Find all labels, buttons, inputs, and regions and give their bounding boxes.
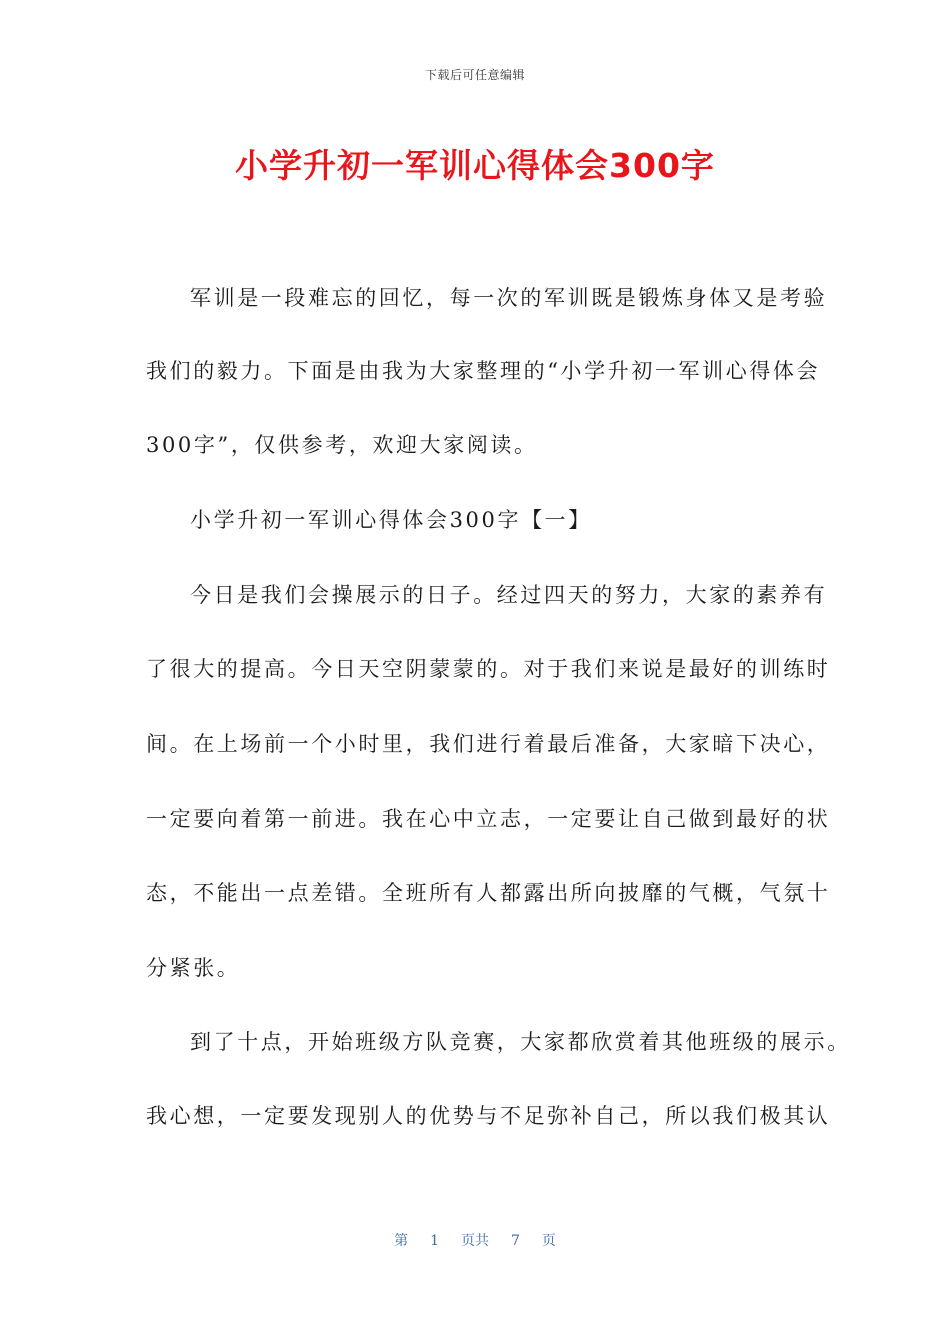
document-title: 小学升初一军训心得体会300字 [235, 146, 715, 185]
page-label: 第 [394, 1233, 409, 1249]
paragraph-line: 今日是我们会操展示的日子。经过四天的努力，大家的素养有 [190, 583, 828, 607]
paragraph-line: 到了十点，开始班级方队竞赛，大家都欣赏着其他班级的展示。 [190, 1030, 851, 1054]
page-footer [0, 1230, 950, 1250]
paragraph-line: 分紧张。 [146, 956, 241, 980]
paragraph-line: 间。在上场前一个小时里，我们进行着最后准备，大家暗下决心， [146, 732, 831, 756]
paragraph-line: 300字”，仅供参考，欢迎大家阅读。 [146, 433, 538, 457]
paragraph-line: 态，不能出一点差错。全班所有人都露出所向披靡的气概，气氛十 [146, 881, 831, 905]
page-suffix: 页 [541, 1233, 556, 1249]
total-label: 页共 [461, 1233, 489, 1249]
paragraph-line: 一定要向着第一前进。我在心中立志，一定要让自己做到最好的状 [146, 807, 831, 831]
total-pages: 7 [511, 1233, 520, 1249]
paragraph-line: 我心想，一定要发现别人的优势与不足弥补自己，所以我们极其认 [146, 1104, 831, 1128]
section-heading: 小学升初一军训心得体会300字【一】 [190, 508, 592, 532]
paragraph-line: 了很大的提高。今日天空阴蒙蒙的。对于我们来说是最好的训练时 [146, 657, 831, 681]
paragraph-line: 我们的毅力。下面是由我为大家整理的“小学升初一军训心得体会 [146, 359, 821, 383]
paragraph-line: 军训是一段难忘的回忆，每一次的军训既是锻炼身体又是考验 [190, 286, 828, 310]
header-note: 下载后可任意编辑 [424, 68, 525, 82]
page-number: 1 [430, 1233, 439, 1249]
